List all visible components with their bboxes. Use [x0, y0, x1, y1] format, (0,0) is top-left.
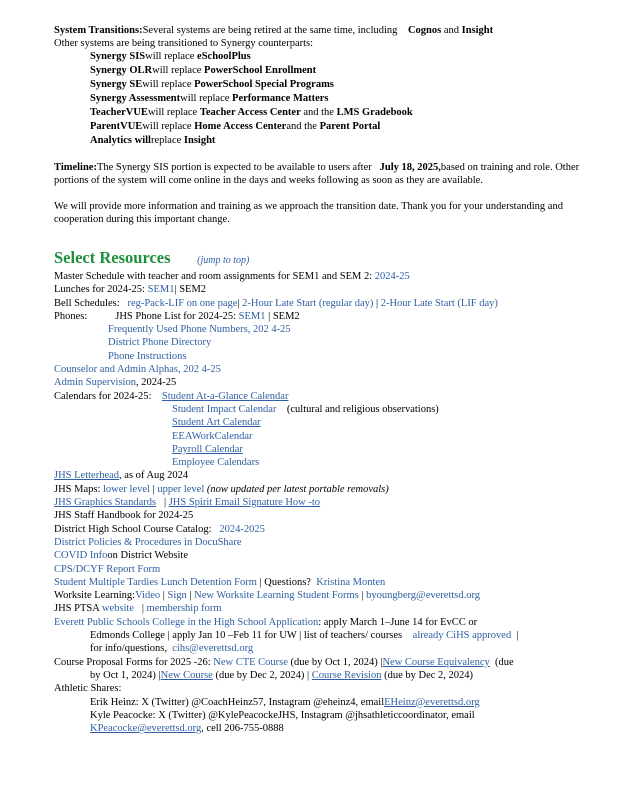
timeline-heading: Timeline:	[54, 162, 97, 173]
admin-supervision-link[interactable]: Admin Supervision	[54, 377, 136, 389]
master-schedule-row: Master Schedule with teacher and room assignments for SEM1 and SEM 2: 2024-25	[54, 271, 410, 282]
letterhead-link[interactable]: JHS Letterhead	[54, 470, 120, 482]
ptsa-row: JHS PTSA website | membership form	[54, 603, 222, 615]
lower-level-map-link[interactable]: lower level	[103, 483, 150, 495]
eea-calendar-link[interactable]: EEAWorkCalendar	[172, 430, 253, 442]
timeline-date: July 18, 2025,	[379, 162, 441, 173]
district-policies-link[interactable]: District Policies & Procedures in DocuShare	[54, 536, 242, 548]
kristina-monten-link[interactable]: Kristina Monten	[316, 576, 386, 588]
new-course-link[interactable]: New Course	[160, 669, 213, 681]
frequent-phones-link[interactable]: Frequently Used Phone Numbers, 202 4-25	[108, 324, 291, 336]
covid-row: COVID Infoon District Website	[54, 550, 188, 562]
course-catalog-link[interactable]: 2024-2025	[219, 523, 265, 535]
letterhead-row: JHS Letterhead, as of Aug 2024	[54, 470, 189, 482]
course-revision-link[interactable]: Course Revision	[311, 669, 382, 681]
kyle-peacocke-row-2: KPeacocke@everettsd.org, cell 206-755-0888	[90, 723, 284, 735]
cihs-email-link[interactable]: cihs@everettsd.org	[172, 643, 254, 655]
list-item: Synergy SEwill replace PowerSchool Special Programs	[90, 79, 334, 90]
jump-to-top-link[interactable]: (jump to top)	[197, 255, 250, 266]
erik-email-link[interactable]: EHeinz@everettsd.org	[384, 696, 480, 708]
worksite-forms-link[interactable]: New Worksite Learning Student Forms	[194, 590, 359, 602]
impact-calendar-row: Student Impact Calendar (cultural and religious observations)	[172, 403, 439, 415]
worksite-row: Worksite Learning:Video | Sign | New Worksite Learning Student Forms | byoungberg@everettsd.org	[54, 590, 481, 602]
proposal-row-2: by Oct 1, 2024) |New Course (due by Dec 2, 2024) | Course Revision (due by Dec 2, 2024)	[90, 669, 474, 681]
admin-supervision-row: Admin Supervision, 2024-25	[54, 377, 177, 389]
lunches-sem1-link[interactable]: SEM1	[147, 284, 175, 296]
transitions-intro-2: Other systems are being transitioned to Synergy counterparts:	[54, 38, 314, 49]
resources-title: Select Resources	[54, 248, 171, 267]
art-calendar-link[interactable]: Student Art Calendar	[172, 417, 261, 429]
transitions-list	[72, 50, 584, 148]
email-signature-link[interactable]: JHS Spirit Email Signature How -to	[168, 497, 321, 509]
proposal-row: Course Proposal Forms for 2025 -26: New CTE Course (due by Oct 1, 2024) |New Course Equivalency (due	[54, 656, 514, 668]
worksite-video-link[interactable]: Video	[135, 590, 161, 602]
district-directory-link[interactable]: District Phone Directory	[108, 337, 212, 349]
cihs-application-link[interactable]: Everett Public Schools College in the High School Application	[54, 616, 319, 628]
student-calendar-link[interactable]: Student At-a-Glance Calendar	[161, 390, 289, 402]
ptsa-membership-link[interactable]: membership form	[146, 603, 222, 615]
bell-late-start-reg-link[interactable]: 2-Hour Late Start (regular day)	[242, 297, 374, 309]
maps-row: JHS Maps: lower level | upper level (now updated per latest portable removals)	[54, 483, 389, 495]
graphics-row: JHS Graphics Standards | JHS Spirit Email Signature How -to	[54, 497, 321, 509]
catalog-row: District High School Course Catalog: 2024-2025	[54, 523, 265, 535]
employee-calendars-link[interactable]: Employee Calendars	[172, 457, 260, 469]
course-equivalency-link[interactable]: New Course Equivalency	[382, 656, 490, 668]
bell-late-start-lif-link[interactable]: 2-Hour Late Start (LIF day)	[380, 297, 498, 309]
cihs-row-3: for info/questions, cihs@everettsd.org	[90, 643, 254, 655]
calendars-row: Calendars for 2024-25: Student At-a-Glance Calendar	[54, 390, 289, 402]
phone-instructions-link[interactable]: Phone Instructions	[108, 350, 187, 362]
ptsa-website-link[interactable]: website	[101, 603, 134, 615]
erik-heinz-row: Erik Heinz: X (Twitter) @CoachHeinz57, Instagram @eheinz4, emailEHeinz@everettsd.org	[90, 696, 480, 708]
cihs-row-2: Edmonds College | apply Jan 10 –Feb 11 for UW | list of teachers/ courses already CiHS approved |	[90, 630, 519, 642]
payroll-calendar-link[interactable]: Payroll Calendar	[172, 443, 243, 455]
worksite-email-link[interactable]: byoungberg@everettsd.org	[366, 590, 481, 602]
transitions-intro: System Transitions:Several systems are being retired at the same time, including Cognos and Insight	[54, 25, 494, 36]
cps-report-link[interactable]: CPS/DCYF Report Form	[54, 563, 161, 575]
tardies-form-link[interactable]: Student Multiple Tardies Lunch Detention Form	[54, 576, 257, 588]
list-item: Analytics willreplace Insight	[90, 135, 216, 146]
cihs-row: Everett Public Schools College in the High School Application: apply March 1–June 14 for EvCC or	[54, 616, 478, 628]
bell-schedules-row: Bell Schedules: reg-Pack-LIF on one page| 2-Hour Late Start (regular day) | 2-Hour Late Start (LIF day)	[54, 297, 498, 309]
list-item: Synergy Assessmentwill replace Performance Matters	[90, 93, 329, 104]
kyle-email-link[interactable]: KPeacocke@everettsd.org	[90, 723, 202, 735]
athletic-row: Athletic Shares:	[54, 683, 122, 695]
graphics-standards-link[interactable]: JHS Graphics Standards	[54, 497, 157, 509]
timeline-paragraph: Timeline:The Synergy SIS portion is expected to be available to users after July 18, 2025,based on training and role. Other portions of the system will come online in the days and weeks following as soon as they are available.	[54, 162, 580, 186]
new-cte-course-link[interactable]: New CTE Course	[213, 656, 288, 668]
document-page	[54, 24, 584, 735]
upper-level-map-link[interactable]: upper level	[157, 483, 205, 495]
lunches-row: Lunches for 2024-25: SEM1| SEM2	[54, 284, 207, 296]
phones-sem1-link[interactable]: SEM1	[238, 310, 266, 322]
kyle-peacocke-row: Kyle Peacocke: X (Twitter) @KylePeacockeJHS, Instagram @jhsathleticcoordinator, email	[90, 709, 475, 721]
master-schedule-link[interactable]: 2024-25	[374, 271, 410, 282]
tardies-row: Student Multiple Tardies Lunch Detention Form | Questions? Kristina Monten	[54, 576, 386, 588]
transitions-heading: System Transitions:	[54, 25, 143, 36]
worksite-sign-link[interactable]: Sign	[167, 590, 187, 602]
list-item: Synergy SISwill replace eSchoolPlus	[90, 51, 251, 62]
list-item: Synergy OLRwill replace PowerSchool Enrollment	[90, 65, 317, 76]
bell-reg-link[interactable]: reg-Pack-LIF on one page	[127, 297, 238, 309]
counselor-alphas-link[interactable]: Counselor and Admin Alphas, 202 4-25	[54, 364, 221, 376]
phones-row: Phones: JHS Phone List for 2024-25: SEM1 | SEM2	[54, 310, 300, 322]
list-item: ParentVUEwill replace Home Access Centerand the Parent Portal	[90, 121, 381, 132]
closing-paragraph: We will provide more information and training as we approach the transition date. Thank you for your understanding and cooperation during this important change.	[54, 201, 563, 225]
impact-calendar-link[interactable]: Student Impact Calendar	[172, 403, 277, 415]
handbook-row: JHS Staff Handbook for 2024-25	[54, 510, 194, 522]
list-item: TeacherVUEwill replace Teacher Access Center and the LMS Gradebook	[90, 107, 413, 118]
cihs-approved-link[interactable]: already CiHS approved	[412, 630, 512, 642]
covid-info-link[interactable]: COVID Info	[54, 550, 108, 562]
